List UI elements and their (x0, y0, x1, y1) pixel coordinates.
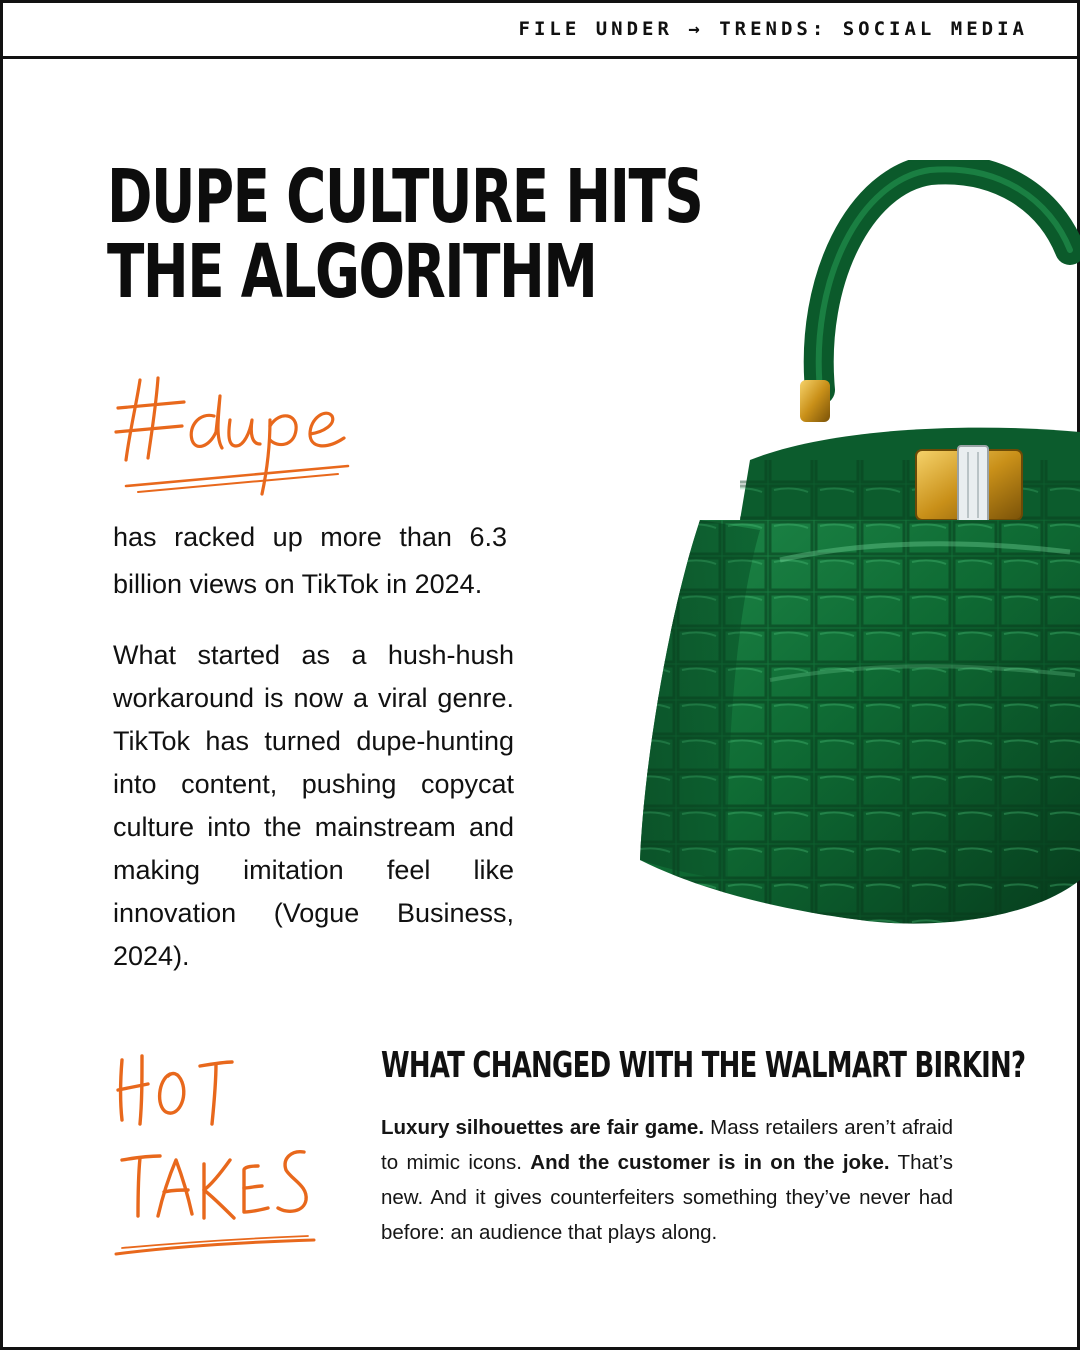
hot-takes-text-1: Mass retailers aren’t afraid to mimic icons. (381, 1116, 953, 1174)
hot-takes-bold-1: Luxury silhouettes are fair game. (381, 1116, 705, 1139)
hot-takes-heading: WHAT CHANGED WITH THE WALMART BIRKIN? (381, 1045, 1026, 1086)
hot-takes-paragraph (381, 1110, 953, 1250)
stat-text: has racked up more than 6.3 billion views on TikTok in 2024. (113, 522, 507, 599)
page-title-line1: DUPE CULTURE HITS (107, 154, 703, 240)
file-under-label: FILE UNDER → TRENDS: SOCIAL MEDIA (518, 18, 1028, 40)
hashtag-dupe-script (112, 368, 372, 508)
header-bar (0, 0, 1080, 59)
hot-takes-script (108, 1040, 338, 1270)
green-croc-handbag-image (630, 160, 1080, 960)
hot-takes-bold-2: And the customer is in on the joke. (530, 1151, 890, 1174)
page-title-line2: THE ALGORITHM (107, 229, 597, 315)
hot-takes-text-2: That’s new. And it gives counterfeiters something they’ve never had before: an audience that plays along. (381, 1151, 953, 1244)
body-paragraph: What started as a hush-hush workaround is now a viral genre. TikTok has turned dupe-hunting into content, pushing copycat culture into the mainstream and making imitation feel like innovation (Vogue Business, 2024). (113, 640, 514, 971)
page-title (107, 154, 703, 315)
